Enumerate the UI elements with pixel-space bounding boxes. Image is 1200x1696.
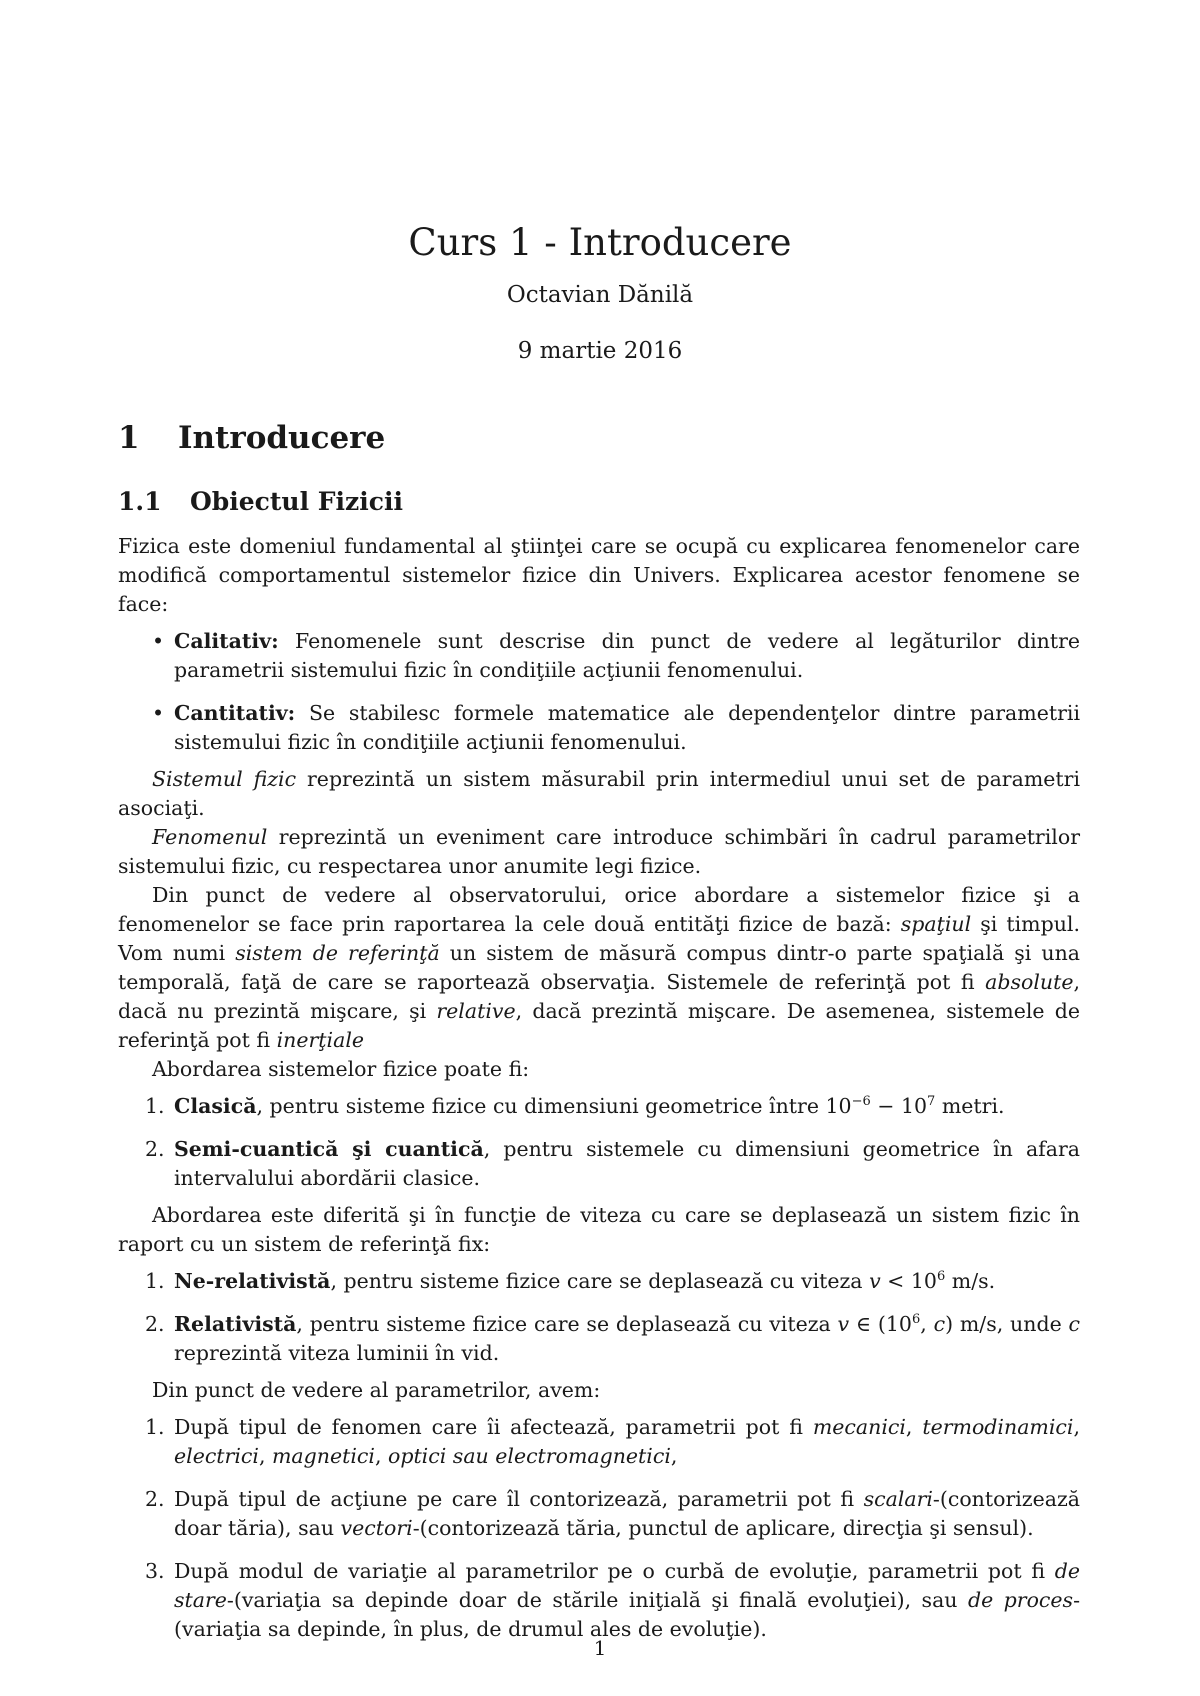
list-number: 2.	[145, 1137, 165, 1161]
exponent: 6	[936, 1269, 946, 1284]
list-text: -(contorizează doar tăria), sau	[174, 1487, 1080, 1540]
bullet-icon: •	[152, 701, 165, 725]
term: sistem de referinţă	[235, 941, 440, 965]
section-number: 1	[118, 420, 140, 456]
term: vectori	[340, 1516, 413, 1540]
list-item	[118, 1092, 1080, 1121]
list-item	[118, 627, 1080, 685]
term: optici sau electromagnetici	[387, 1444, 671, 1468]
term: absolute	[985, 970, 1074, 994]
term: inerţiale	[276, 1028, 365, 1052]
list-text: ,	[670, 1444, 678, 1468]
list-text: După modul de variaţie al parametrilor pe o curbă de evoluţie, parametrii pot fi	[174, 1559, 1055, 1583]
list-number: 1.	[145, 1415, 165, 1439]
exponent: 7	[927, 1094, 936, 1109]
list-text: , pentru sisteme fizice care se deplasează cu viteza	[330, 1269, 870, 1293]
list-text: ∈ (10	[849, 1312, 912, 1336]
list-text: reprezintă viteza luminii în vid.	[174, 1341, 500, 1365]
paragraph-text: , dacă prezintă mişcare. De asemenea, sistemele de referinţă pot fi	[118, 999, 1080, 1052]
list-item	[118, 1135, 1080, 1193]
list-number: 3.	[145, 1559, 165, 1583]
list-text: metri.	[935, 1094, 1005, 1118]
list-item	[118, 1310, 1080, 1368]
paragraph-parametri: Din punct de vedere al parametrilor, avem:	[152, 1378, 601, 1402]
list-abordare	[118, 1092, 1080, 1193]
math-var: c	[1068, 1312, 1080, 1336]
term: spaţiul	[900, 912, 972, 936]
paragraph-abordare: Abordarea sistemelor fizice poate fi:	[152, 1057, 530, 1081]
math-var: c	[933, 1312, 946, 1336]
subsection-title: Obiectul Fizicii	[190, 487, 403, 516]
list-text: < 10	[880, 1269, 937, 1293]
list-viteza	[118, 1267, 1080, 1368]
paragraph-observator	[118, 881, 1080, 1055]
term: termodinamici	[922, 1415, 1074, 1439]
list-text: -(variaţia sa depinde, în plus, de drumul ales de evoluţie).	[174, 1588, 1080, 1641]
paragraph-text: reprezintă un eveniment care introduce schimbări în cadrul parametrilor sistemului fizic, cu respectarea unor anumite legi fizice.	[118, 825, 1080, 878]
paragraph-text: reprezintă un sistem măsurabil prin intermediul unui set de parametri asociaţi.	[118, 767, 1080, 820]
term: de stare	[174, 1559, 1080, 1612]
document-body	[118, 532, 1080, 1652]
list-text: ) m/s, unde	[945, 1312, 1069, 1336]
term: mecanici	[812, 1415, 906, 1439]
math-var: v	[869, 1269, 881, 1293]
list-term: Ne-relativistă	[174, 1269, 331, 1293]
author-name: Octavian Dănilă	[506, 282, 694, 308]
list-number: 2.	[145, 1312, 165, 1336]
exponent: −6	[851, 1094, 871, 1109]
list-text: ,	[374, 1444, 388, 1468]
bullet-list	[118, 627, 1080, 757]
page-number: 1	[593, 1636, 607, 1660]
list-text: După tipul de acţiune pe care îl contorizează, parametrii pot fi	[174, 1487, 864, 1511]
subsection-heading	[118, 486, 403, 518]
bullet-term: Cantitativ:	[174, 701, 296, 725]
list-text: ,	[258, 1444, 272, 1468]
bullet-text: Fenomenele sunt descrise din punct de vedere al legăturilor dintre parametrii sistemului fizic în condiţiile acţiunii fenomenului.	[174, 629, 1080, 682]
term: Sistemul fizic	[152, 767, 297, 791]
list-term: Clasică	[174, 1094, 257, 1118]
paragraph-fenomen	[118, 823, 1080, 881]
list-term: Relativistă	[174, 1312, 297, 1336]
paragraph-text: un sistem de măsură compus dintr-o parte spaţială şi una temporală, faţă de care se raportează observaţia. Sistemele de referinţă pot fi	[118, 941, 1080, 994]
list-text: , pentru sistemele cu dimensiuni geometrice în afara intervalului abordării clasice.	[174, 1137, 1080, 1190]
document-title: Curs 1 - Introducere	[408, 220, 792, 264]
bullet-icon: •	[152, 629, 165, 653]
list-item	[118, 699, 1080, 757]
list-text: , pentru sisteme fizice care se deplasează cu viteza	[296, 1312, 838, 1336]
math-var: v	[837, 1312, 850, 1336]
paragraph-text: , dacă nu prezintă mişcare, şi	[118, 970, 1080, 1023]
list-text: -(contorizează tăria, punctul de aplicare, direcţia şi sensul).	[412, 1516, 1034, 1540]
section-heading	[118, 418, 385, 458]
term: electrici	[174, 1444, 259, 1468]
term: relative	[436, 999, 516, 1023]
list-text: − 10	[870, 1094, 928, 1118]
paragraph-sistem	[118, 765, 1080, 823]
list-item	[118, 1413, 1080, 1471]
paragraph-text: Din punct de vedere al observatorului, orice abordare a sistemelor fizice şi a fenomenelor se face prin raportarea la cele două entităţi fizice de bază:	[118, 883, 1080, 936]
bullet-term: Calitativ:	[174, 629, 279, 653]
term: magnetici	[271, 1444, 375, 1468]
paragraph-viteza: Abordarea este diferită şi în funcţie de viteza cu care se deplasează un sistem fizic în raport cu un sistem de referinţă fix:	[118, 1203, 1080, 1256]
list-number: 2.	[145, 1487, 165, 1511]
term: de proces	[967, 1588, 1074, 1612]
exponent: 6	[911, 1312, 921, 1327]
list-number: 1.	[145, 1094, 165, 1118]
intro-paragraph: Fizica este domeniul fundamental al ştiinţei care se ocupă cu explicarea fenomenelor care modifică comportamentul sistemelor fizice din Univers. Explicarea acestor fenomene se face:	[118, 534, 1080, 616]
list-text: ,	[920, 1312, 934, 1336]
term: scalari	[863, 1487, 933, 1511]
list-item	[118, 1557, 1080, 1644]
list-text: ,	[905, 1415, 923, 1439]
subsection-number: 1.1	[118, 487, 162, 516]
list-item	[118, 1485, 1080, 1543]
term: Fenomenul	[152, 825, 268, 849]
list-term: Semi-cuantică şi cuantică	[174, 1137, 484, 1161]
bullet-text: Se stabilesc formele matematice ale dependenţelor dintre parametrii sistemului fizic în condiţiile acţiunii fenomenului.	[174, 701, 1080, 754]
list-text: După tipul de fenomen care îi afectează, parametrii pot fi	[174, 1415, 813, 1439]
list-text: m/s.	[945, 1269, 996, 1293]
list-text: -(variaţia sa depinde doar de stările iniţială şi finală evoluţiei), sau	[226, 1588, 968, 1612]
list-text: , pentru sisteme fizice cu dimensiuni geometrice între 10	[256, 1094, 852, 1118]
list-text: ,	[1073, 1415, 1080, 1439]
list-item	[118, 1267, 1080, 1296]
list-number: 1.	[145, 1269, 165, 1293]
document-date: 9 martie 2016	[517, 338, 683, 364]
list-parametri	[118, 1413, 1080, 1644]
section-title: Introducere	[178, 420, 386, 456]
paragraph-text: şi timpul. Vom numi	[118, 912, 1080, 965]
